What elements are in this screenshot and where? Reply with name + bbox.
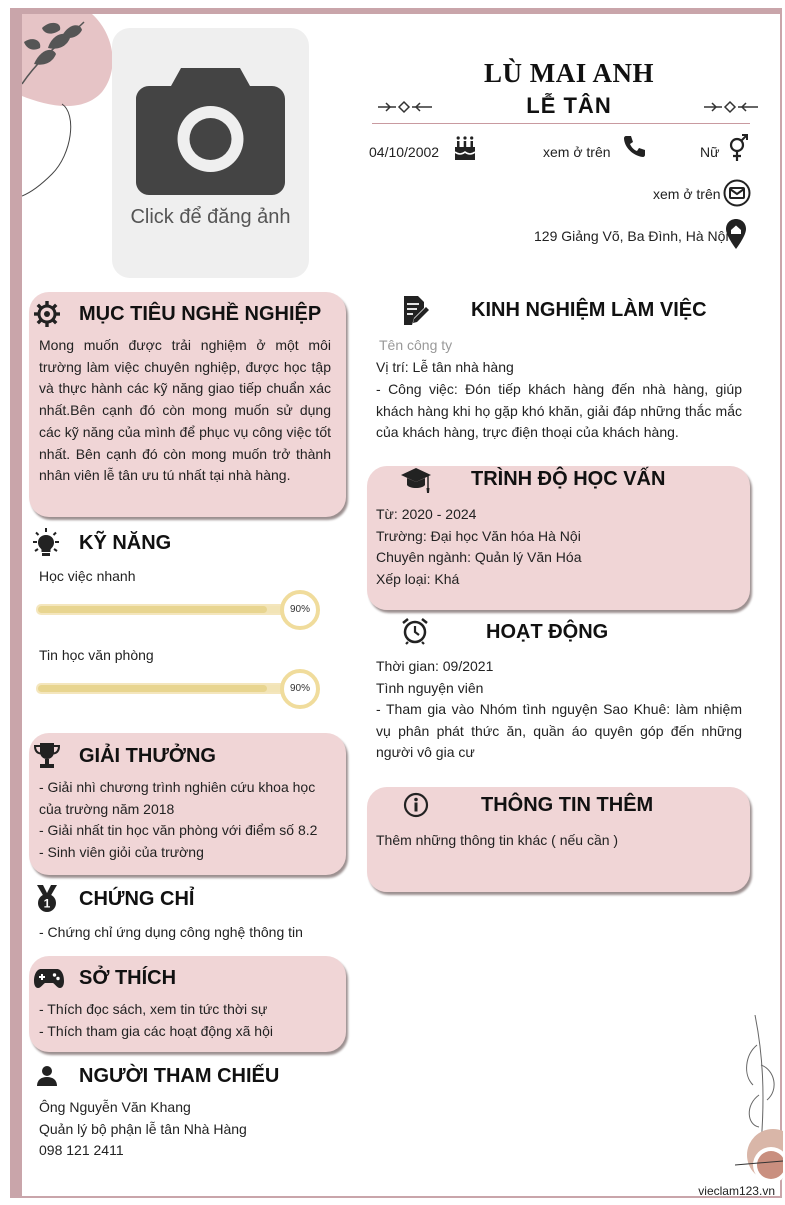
education-line-3: Chuyên ngành: Quản lý Văn Hóa (376, 549, 582, 566)
education-line-4: Xếp loại: Khá (376, 571, 460, 588)
references-list (39, 1097, 331, 1162)
objective-text: Mong muốn được trải nghiệm ở một môi trường làm việc chuyên nghiệp, được học tập và thực hành các kỹ năng giao tiếp chuẩn xác nhất.Bên cạnh đó còn mong muốn sử dụng các kỹ năng của mình để phục vụ công việc tốt nhất. Bên cạnh đó còn mong muốn trở thành nhân viên lễ tân ưu tú nhất tại nhà hàng. (39, 337, 331, 484)
skill-bar-1 (36, 604, 294, 615)
certificates-title: CHỨNG CHỈ (79, 888, 195, 910)
skill-percent-1: 90% (289, 604, 310, 615)
gender-value: Nữ (700, 144, 720, 160)
experience-duties: - Công việc: Đón tiếp khách hàng đến nhà hàng, giúp khách hàng khi họ gặp khó khăn, giải đáp những thắc mắc của khách hàng, trực điện thoại của khách hàng. (376, 381, 742, 441)
email-value[interactable]: xem ở trên (653, 186, 721, 202)
gear-icon (33, 300, 61, 328)
reference-line-3: 098 121 2411 (39, 1142, 124, 1159)
certificate-line-1: - Chứng chỉ ứng dụng công nghệ thông tin (39, 924, 303, 940)
dob-value: 04/10/2002 (369, 144, 440, 160)
skill-ring-1 (280, 590, 320, 630)
references-title: NGƯỜI THAM CHIẾU (79, 1065, 280, 1087)
hobbies-list (39, 999, 331, 1042)
reference-line-1: Ông Nguyễn Văn Khang (39, 1099, 191, 1115)
experience-title: KINH NGHIỆM LÀM VIỆC (471, 299, 707, 321)
experience-position: Vị trí: Lễ tân nhà hàng (376, 359, 514, 375)
info-icon (403, 792, 429, 818)
hobbies-title: SỞ THÍCH (79, 967, 177, 989)
photo-upload[interactable] (112, 28, 309, 278)
activities-title: HOẠT ĐỘNG (486, 621, 609, 643)
education-title: TRÌNH ĐỘ HỌC VẤN (471, 468, 666, 490)
skill-percent-2: 90% (289, 683, 310, 694)
objective-title: MỤC TIÊU NGHỀ NGHIỆP (79, 303, 322, 325)
awards-list (39, 777, 331, 864)
hobby-line-1: - Thích đọc sách, xem tin tức thời sự (39, 1001, 268, 1017)
email-icon (723, 179, 751, 207)
alarm-clock-icon (401, 617, 429, 645)
skill-bar-2 (36, 683, 294, 694)
award-line-3: - Sinh viên giỏi của trường (39, 844, 204, 861)
floral-decoration-icon (735, 1015, 783, 1195)
address-value: 129 Giảng Võ, Ba Đình, Hà Nội (534, 228, 729, 244)
location-icon (725, 218, 747, 250)
skill-fill-1 (38, 606, 267, 613)
hobby-line-2: - Thích tham gia các hoạt động xã hội (39, 1022, 273, 1039)
candidate-name: LÙ MAI ANH (483, 58, 654, 88)
ornament-left-icon (378, 100, 432, 114)
skill-name-1: Học việc nhanh (39, 568, 136, 584)
gamepad-icon (33, 966, 65, 990)
company-name-placeholder: Tên công ty (379, 337, 453, 353)
svg-text:1: 1 (43, 896, 51, 911)
activity-detail: - Tham gia vào Nhóm tình nguyện Sao Khuê: làm nhiệm vụ phân phát thức ăn, quần áo quyên góp đến những người vô gia cư (376, 701, 742, 761)
phone-icon (622, 134, 646, 158)
birthday-cake-icon (453, 135, 477, 161)
person-icon (35, 1064, 59, 1088)
camera-icon (136, 66, 285, 196)
education-line-1: Từ: 2020 - 2024 (376, 506, 477, 522)
additional-text: Thêm những thông tin khác ( nếu cần ) (376, 832, 619, 848)
header-divider (372, 123, 750, 124)
footer-brand: vieclam123.vn (698, 1184, 775, 1198)
graduation-cap-icon (400, 466, 434, 494)
award-line-2: - Giải nhất tin học văn phòng với điểm số 8.2 (39, 822, 318, 839)
activity-time: Thời gian: 09/2021 (376, 658, 494, 674)
gender-icon (727, 133, 749, 163)
skills-title: KỸ NĂNG (79, 532, 172, 554)
awards-title: GIẢI THƯỞNG (79, 745, 216, 767)
candidate-role: LỄ TÂN (526, 93, 612, 118)
skill-ring-2 (280, 669, 320, 709)
document-edit-icon (402, 295, 430, 327)
skill-name-2: Tin học văn phòng (39, 647, 154, 663)
activity-org: Tình nguyện viên (376, 680, 484, 696)
phone-value[interactable]: xem ở trên (543, 144, 611, 160)
medal-icon (33, 884, 61, 914)
skill-fill-2 (38, 685, 267, 692)
idea-bulb-icon (30, 527, 62, 559)
trophy-icon (33, 741, 61, 769)
education-line-2: Trường: Đại học Văn hóa Hà Nội (376, 527, 581, 544)
education-list (376, 504, 736, 591)
award-line-1: - Giải nhì chương trình nghiên cứu khoa học của trường năm 2018 (39, 779, 316, 817)
reference-line-2: Quản lý bộ phận lễ tân Nhà Hàng (39, 1120, 247, 1137)
ornament-right-icon (704, 100, 758, 114)
additional-title: THÔNG TIN THÊM (481, 794, 654, 816)
photo-label: Click để đăng ảnh (130, 206, 291, 228)
